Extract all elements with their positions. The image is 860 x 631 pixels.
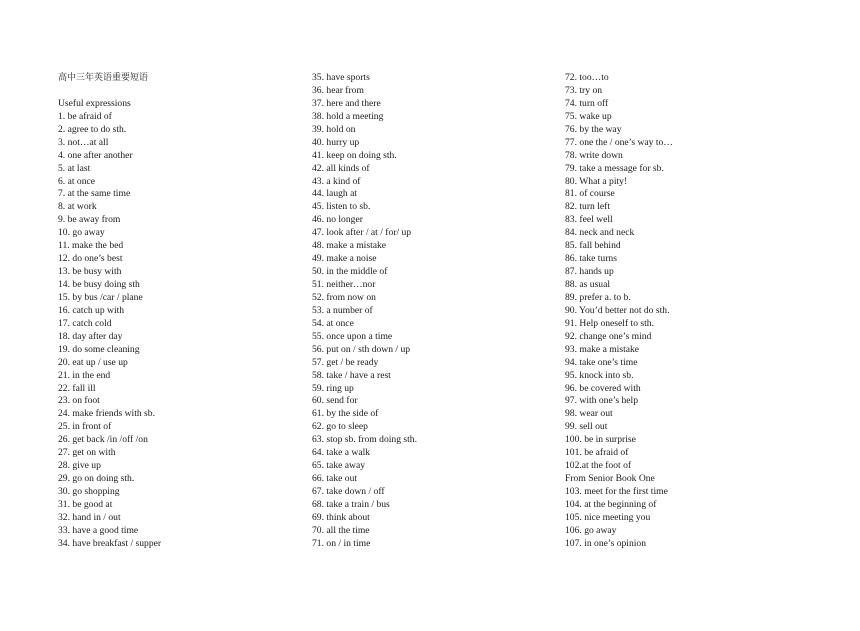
phrase-item: 104. at the beginning of — [565, 498, 657, 510]
phrase-item: 2. agree to do sth. — [58, 123, 127, 135]
phrase-item: 97. with one’s help — [565, 395, 639, 407]
phrase-item: 65. take away — [312, 460, 366, 472]
phrase-list-2 — [312, 72, 552, 551]
phrase-item: 21. in the end — [58, 369, 111, 381]
phrase-item: 63. stop sb. from doing sth. — [312, 434, 418, 446]
phrase-item: 106. go away — [565, 524, 617, 536]
phrase-item: 95. knock into sb. — [565, 369, 634, 381]
phrase-item: 38. hold a meeting — [312, 110, 384, 122]
phrase-item: 20. eat up / use up — [58, 356, 128, 368]
phrase-item: 45. listen to sb. — [312, 201, 371, 213]
phrase-item: 47. look after / at / for/ up — [312, 227, 412, 239]
phrase-item: 46. no longer — [312, 214, 363, 226]
phrase-item: 91. Help oneself to sth. — [565, 317, 654, 329]
phrase-item: 9. be away from — [58, 214, 121, 226]
phrase-column-3 — [565, 72, 805, 551]
phrase-item: 71. on / in time — [312, 537, 371, 549]
phrase-item: 36. hear from — [312, 84, 364, 96]
phrase-item: 75. wake up — [565, 110, 612, 122]
phrase-item: 11. make the bed — [58, 240, 124, 252]
phrase-item: 18. day after day — [58, 330, 123, 342]
phrase-item: 59. ring up — [312, 382, 354, 394]
phrase-item: From Senior Book One — [565, 473, 655, 485]
phrase-item: 84. neck and neck — [565, 227, 635, 239]
phrase-item: 50. in the middle of — [312, 266, 388, 278]
phrase-item: 77. one the / one’s way to… — [565, 136, 673, 148]
phrase-item: 17. catch cold — [58, 317, 112, 329]
phrase-item: 81. of course — [565, 188, 615, 200]
phrase-item: 64. take a walk — [312, 447, 371, 459]
phrase-item: 39. hold on — [312, 123, 356, 135]
phrase-item: 8. at work — [58, 201, 97, 213]
phrase-item: 19. do some cleaning — [58, 343, 140, 355]
phrase-item: 89. prefer a. to b. — [565, 291, 631, 303]
phrase-item: 72. too…to — [565, 72, 609, 83]
phrase-item: 28. give up — [58, 460, 101, 472]
phrase-item: 86. take turns — [565, 253, 617, 265]
phrase-item: 1. be afraid of — [58, 110, 112, 122]
phrase-item: 73. try on — [565, 84, 603, 96]
phrase-item: 88. as usual — [565, 279, 611, 290]
phrase-item: 60. send for — [312, 395, 358, 407]
phrase-item: 85. fall behind — [565, 240, 621, 252]
phrase-item: 35. have sports — [312, 72, 370, 83]
phrase-item: 10. go away — [58, 227, 105, 239]
phrase-item: 30. go shopping — [58, 486, 120, 497]
phrase-item: 93. make a mistake — [565, 343, 640, 355]
phrase-item: 68. take a train / bus — [312, 498, 390, 510]
phrase-item: 7. at the same time — [58, 188, 131, 200]
phrase-item: 22. fall ill — [58, 382, 96, 394]
phrase-item: 107. in one’s opinion — [565, 537, 647, 549]
phrase-item: 16. catch up with — [58, 304, 125, 316]
phrase-item: 6. at once — [58, 175, 96, 187]
phrase-item: 58. take / have a rest — [312, 369, 391, 381]
phrase-item: 99. sell out — [565, 421, 608, 433]
phrase-item: 48. make a mistake — [312, 240, 387, 252]
phrase-item: 44. laugh at — [312, 188, 358, 200]
section-heading: Useful expressions — [58, 97, 131, 109]
phrase-item: 41. keep on doing sth. — [312, 149, 397, 161]
phrase-item: 61. by the side of — [312, 408, 379, 420]
phrase-item: 37. here and there — [312, 97, 381, 109]
phrase-item: 66. take out — [312, 473, 358, 485]
phrase-item: 92. change one’s mind — [565, 330, 652, 342]
phrase-item: 24. make friends with sb. — [58, 408, 155, 420]
phrase-item: 80. What a pity! — [565, 175, 628, 187]
phrase-column-1 — [58, 72, 298, 551]
phrase-item: 3. not…at all — [58, 136, 109, 148]
phrase-item: 49. make a noise — [312, 253, 377, 265]
phrase-item: 96. be covered with — [565, 382, 641, 394]
phrase-item: 42. all kinds of — [312, 162, 370, 174]
phrase-item: 103. meet for the first time — [565, 486, 668, 497]
phrase-item: 52. from now on — [312, 291, 376, 303]
phrase-list-3 — [565, 72, 805, 551]
phrase-item: 33. have a good time — [58, 524, 139, 536]
phrase-item: 105. nice meeting you — [565, 511, 651, 523]
phrase-item: 53. a number of — [312, 304, 373, 316]
phrase-item: 43. a kind of — [312, 175, 361, 187]
phrase-item: 62. go to sleep — [312, 421, 368, 433]
phrase-item: 57. get / be ready — [312, 356, 379, 368]
phrase-item: 78. write down — [565, 149, 623, 161]
phrase-item: 40. hurry up — [312, 136, 360, 148]
spacer — [58, 85, 298, 98]
phrase-item: 55. once upon a time — [312, 330, 393, 342]
phrase-item: 82. turn left — [565, 201, 611, 213]
phrase-item: 83. feel well — [565, 214, 613, 226]
document-title: 高中三年英语重要短语 — [58, 73, 149, 83]
phrase-item: 98. wear out — [565, 408, 613, 420]
phrase-item: 76. by the way — [565, 123, 622, 135]
phrase-item: 12. do one’s best — [58, 253, 123, 265]
phrase-item: 69. think about — [312, 511, 370, 523]
phrase-list-1 — [58, 111, 298, 551]
phrase-item: 23. on foot — [58, 395, 100, 407]
phrase-item: 29. go on doing sth. — [58, 473, 135, 485]
phrase-item: 87. hands up — [565, 266, 614, 278]
phrase-item: 54. at once — [312, 317, 354, 329]
phrase-item: 13. be busy with — [58, 266, 122, 278]
phrase-item: 102.at the foot of — [565, 460, 632, 472]
phrase-item: 67. take down / off — [312, 486, 385, 497]
phrase-item: 26. get back /in /off /on — [58, 434, 148, 446]
phrase-item: 25. in front of — [58, 421, 112, 433]
phrase-column-2 — [312, 72, 552, 551]
phrase-item: 51. neither…nor — [312, 279, 376, 290]
phrase-item: 15. by bus /car / plane — [58, 291, 143, 303]
phrase-item: 79. take a message for sb. — [565, 162, 664, 174]
phrase-item: 31. be good at — [58, 498, 113, 510]
phrase-item: 70. all the time — [312, 524, 370, 536]
phrase-item: 56. put on / sth down / up — [312, 343, 411, 355]
phrase-item: 14. be busy doing sth — [58, 279, 140, 290]
phrase-item: 101. be afraid of — [565, 447, 629, 459]
phrase-item: 27. get on with — [58, 447, 116, 459]
phrase-item: 100. be in surprise — [565, 434, 636, 446]
phrase-item: 34. have breakfast / supper — [58, 537, 162, 549]
phrase-item: 4. one after another — [58, 149, 133, 161]
phrase-item: 32. hand in / out — [58, 511, 121, 523]
phrase-item: 90. You’d better not do sth. — [565, 304, 670, 316]
phrase-item: 94. take one’s time — [565, 356, 638, 368]
phrase-item: 5. at last — [58, 162, 91, 174]
phrase-item: 74. turn off — [565, 97, 609, 109]
